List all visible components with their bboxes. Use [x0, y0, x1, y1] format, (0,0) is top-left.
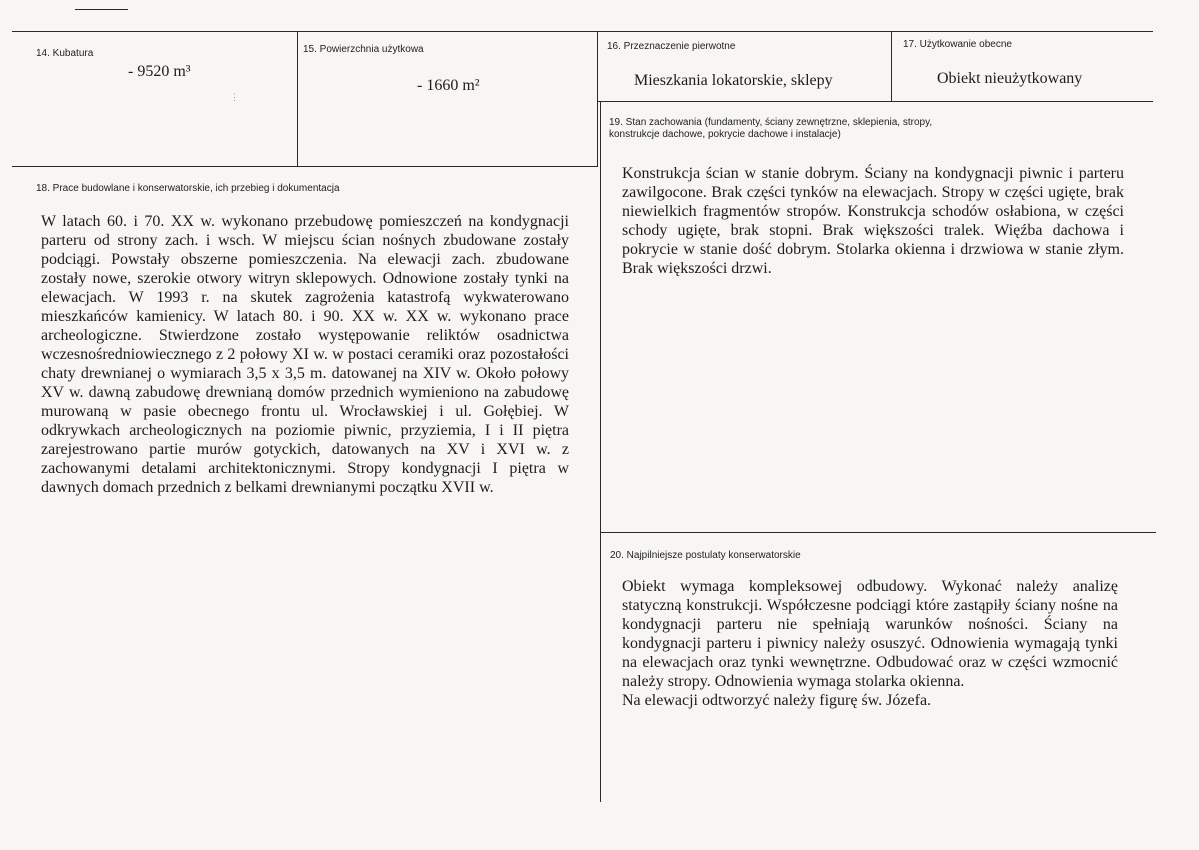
field-20-paragraph: Obiekt wymaga kompleksowej odbudowy. Wykonać należy analizę statyczną konstrukcji. Współczesne podciągi które zastąpiły ściany nośne na kondygnacji parteru nie spełniają warunków nośności. Ściany na kondygnacji parteru i piwnicy należy osuszyć. Odnowienia wymagają tynki na elewacjach oraz tynki wewnętrzne. Odbudować oraz w części wzmocnić należy stropy. Odnowienia wymaga stolarka okienna.: [622, 578, 1118, 690]
field-17-label: 17. Użytkowanie obecne: [903, 39, 1012, 50]
field-17-value: Obiekt nieużytkowany: [937, 70, 1083, 87]
top-border: [12, 31, 1153, 32]
field-19-label: 19. Stan zachowania (fundamenty, ściany zewnętrzne, sklepienia, stropy, konstrukcje dachowe, pokrycie dachowe i instalacje): [609, 117, 933, 140]
field-19-text: [622, 164, 1124, 278]
field-16-label: 16. Przeznaczenie pierwotne: [607, 41, 736, 52]
field-20-paragraph-2: Na elewacji odtworzyć należy figurę św. Józefa.: [622, 692, 932, 709]
field-18-text: [41, 212, 569, 497]
field-19-paragraph: Konstrukcja ścian w stanie dobrym. Ściany na kondygnacji piwnic i parteru zawilgocone. Brak części tynków na elewacjach. Stropy w części ugięte, brak niewielkich fragmentów stropów. Konstrukcja schodów osłabiona, w części schody ugięte, brak stopni. Brak większości tralek. Więźba dachowa i pokrycie w stanie dość dobrym. Stolarka okienna i drzwiowa w stanie złym. Brak większości drzwi.: [622, 165, 1124, 277]
top-mark-line: [75, 9, 128, 10]
field-15-value: - 1660 m²: [417, 77, 480, 94]
field-20-label: 20. Najpilniejsze postulaty konserwatorskie: [610, 550, 801, 561]
right-column-border: [600, 101, 601, 802]
row-divider-19-20: [600, 532, 1156, 533]
field-14-label: 14. Kubatura: [36, 48, 94, 59]
field-14-value: - 9520 m³: [128, 63, 191, 80]
field-16-value: Mieszkania lokatorskie, sklepy: [634, 72, 833, 89]
row-divider-16-19: [597, 101, 1153, 102]
field-20-text: [622, 577, 1118, 710]
row-divider-15-18: [12, 166, 598, 167]
divider-16-17: [891, 31, 892, 101]
field-18-paragraph: W latach 60. i 70. XX w. wykonano przebudowę pomieszczeń na kondygnacji parteru od strony zach. i wsch. W miejscu ścian nośnych zbudowane zostały podciągi. Powstały obszerne pomieszczenia. Na elewacji zach. zbudowane zostały nowe, szerokie otwory witryn sklepowych. Odnowione zostały tynki na elewacjach. W 1993 r. na skutek zagrożenia katastrofą wykwaterowano mieszkańców kamienicy. W latach 80. i 90. XX w. XX w. wykonano prace archeologiczne. Stwierdzone zostało występowanie reliktów osadnictwa wczesnośredniowiecznego z 2 połowy XI w. w postaci ceramiki oraz pozostałości chaty drewnianej o wymiarach 3,5 x 3,5 m. datowanej na XIV w. Około połowy XV w. dawną zabudowę drewnianą domów przednich wymieniono na zabudowę murowaną w pasie obecnego frontu ul. Wrocławskiej i ul. Gołębiej. W odkrywkach archeologicznych na poziomie piwnic, przyziemia, I i II piętra zarejestrowano partie murów gotyckich, datowanych na XV i XVI w. z zachowanymi detalami architektonicznymi. Stropy kondygnacji I piętra w dawnych domach przednich z belkami drewnianymi początku XVII w.: [41, 213, 569, 496]
field-15-label: 15. Powierzchnia użytkowa: [303, 44, 424, 55]
field-18-label: 18. Prace budowlane i konserwatorskie, ich przebieg i dokumentacja: [36, 183, 340, 194]
stray-mark: ⋮: [230, 92, 239, 102]
divider-14-15: [297, 31, 298, 167]
divider-15-16: [597, 31, 598, 167]
